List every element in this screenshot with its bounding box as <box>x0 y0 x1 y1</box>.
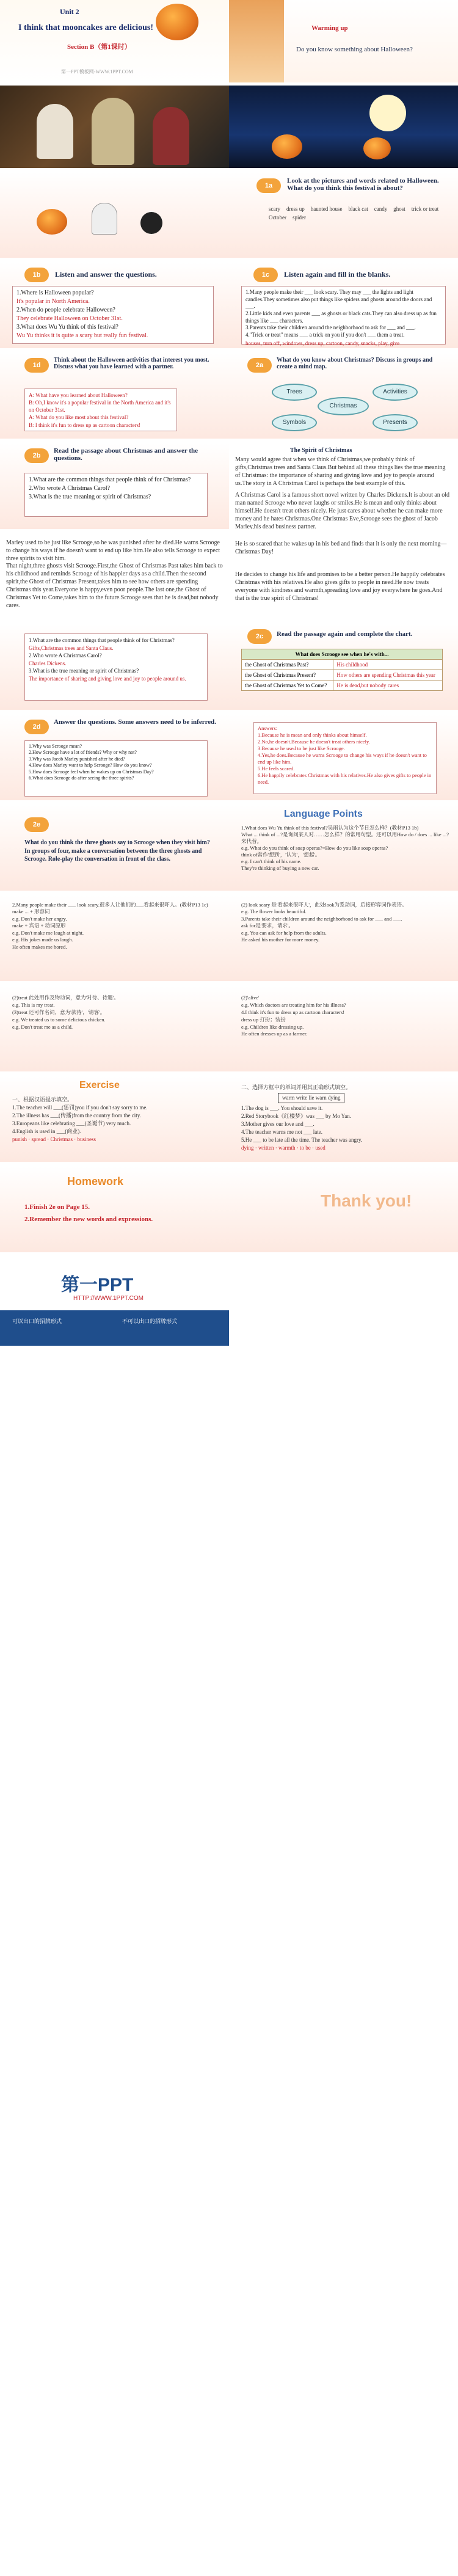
slide-1d <box>0 353 229 439</box>
costume-figure-2 <box>92 98 134 165</box>
badge-2e: 2e <box>24 817 49 832</box>
exercise-line: 4.English is used in ___(商业). <box>12 1128 81 1135</box>
answer: spread <box>31 1136 46 1143</box>
slide-2e <box>0 805 229 891</box>
slide-halloween-night <box>229 86 458 168</box>
costume-figure-1 <box>37 104 73 159</box>
chart-q: the Ghost of Christmas Present? <box>242 670 333 680</box>
passage-heading: The Spirit of Christmas <box>290 447 352 454</box>
unit-label: Unit 2 <box>60 7 79 16</box>
badge-1d: 1d <box>24 358 49 373</box>
slide-exercise-2 <box>229 1076 458 1162</box>
title-2c: Read the passage again and complete the chart. <box>277 630 413 638</box>
note-line: He often dresses up as a farmer. <box>241 1031 308 1037</box>
word-list <box>269 206 446 221</box>
chart-q: the Ghost of Christmas Past? <box>242 660 333 670</box>
note-line: What ... think of ...?是询问某人对……怎么样？的常用句型。还可以用How do / does ... like ...?来代替。 <box>241 831 449 845</box>
answer: Wu Yu thinks it is quite a scary but really fun festival. <box>16 332 148 339</box>
brand-footer-right: 不可以出口的招牌形式 <box>122 1318 178 1324</box>
node-presents: Presents <box>373 414 418 431</box>
slide-notes-1 <box>0 896 229 981</box>
blank-line: 4."Trick or treat" means ___ a trick on you if you don't ___ them a treat. <box>245 332 405 338</box>
answer: cartoon <box>325 340 343 346</box>
thank-you-text: Thank you! <box>321 1191 412 1210</box>
note-line: He often makes me bored. <box>12 943 67 950</box>
exercise-line: 2.Red Storybook《红楼梦》was ___ by Mo Yan. <box>241 1113 352 1120</box>
chart-a: How others are spending Christmas this year <box>333 670 443 680</box>
answer: They celebrate Halloween on October 31st. <box>16 315 123 322</box>
brand-url: HTTP://WWW.1PPT.COM <box>73 1295 144 1302</box>
note-line: e.g. Which doctors are treating him for his illness? <box>241 1001 346 1008</box>
question: 3.Why was Jacob Marley punished after he died? <box>29 756 125 762</box>
node-symbols: Symbols <box>272 414 317 431</box>
slide-2a <box>229 353 458 439</box>
note-line: They're thinking of buying a new car. <box>241 865 319 872</box>
note-line: e.g. Don't treat me as a child. <box>12 1023 73 1030</box>
question: 3.What is the true meaning or spirit of Christmas? <box>29 494 151 500</box>
note-line: e.g. What do you think of soap operas?=How do you like soap operas? <box>241 845 388 852</box>
answer: houses <box>245 340 261 346</box>
slide-notes-2 <box>229 896 458 981</box>
answer: Charles Dickens. <box>29 660 67 666</box>
slide-passage-2 <box>0 534 229 619</box>
answer: to be <box>300 1145 311 1151</box>
exercise-heading: Exercise <box>79 1080 120 1090</box>
word-box: warm write lie warn dying <box>278 1093 344 1103</box>
badge-1a: 1a <box>256 178 281 193</box>
slide-notes-3 <box>0 986 229 1071</box>
dialog-line: A: What do you like most about this festival? <box>29 414 129 421</box>
questions-2d <box>24 740 208 797</box>
questions-2b <box>24 473 208 517</box>
language-heading: Language Points <box>284 809 363 819</box>
slide-passage-3 <box>229 534 458 619</box>
note-line: e.g. The flower looks beautiful. <box>241 908 307 915</box>
instruction-1a: Look at the pictures and words related to Halloween. What do you think this festival is about? <box>287 177 439 192</box>
dialog-line: B: I think it's fun to dress up as cartoon characters! <box>29 421 141 428</box>
answers-heading: Answers: <box>258 725 278 731</box>
question: 3.What does Wu Yu think of this festival? <box>16 324 118 330</box>
question: 1.What are the common things that people think of for Christmas? <box>29 637 175 643</box>
word: candy <box>374 206 388 212</box>
exercise-line: 一、根据汉语提示填空。 <box>12 1096 73 1103</box>
answer: The importance of sharing and giving love and joy to people around us. <box>29 675 186 682</box>
answer: play <box>378 340 388 346</box>
word: dress up <box>286 206 305 212</box>
answer: written <box>258 1145 274 1151</box>
note-line: 3.Parents take their children around the neighborhood to ask for ___ and ___. <box>241 915 402 922</box>
note-line: 1.What does Wu Yu think of this festival?吴雨认为这个节日怎么样？(教材P13 1b) <box>241 825 419 831</box>
question: 5.How does Scrooge feel when he wakes up on Christmas Day? <box>29 768 154 775</box>
slide-notes-4 <box>229 986 458 1071</box>
note-line: e.g. We treated us to some delicious chicken. <box>12 1016 106 1023</box>
passage-p1: Many would agree that when we think of Christmas,we probably think of gifts,Christmas trees and Santa Claus.But behind all these things lies the true meaning of Christmas: the importance of sharing and giving love and joy to people around us.The story in A Christmas Carol is perhaps the best example of this. <box>235 456 446 487</box>
note-line: e.g. This is my treat. <box>12 1001 55 1008</box>
passage-p5: He is so scared that he wakes up in his bed and finds that it is only the next morning—Christmas Day! <box>235 541 447 555</box>
slide-homework <box>0 1167 229 1252</box>
homework-line-2: 2.Remember the new words and expressions. <box>24 1216 153 1223</box>
brand-logo: 第一PPT <box>61 1275 134 1295</box>
slide-1a <box>0 172 458 258</box>
answer: Christmas <box>50 1136 73 1143</box>
answer: candy <box>345 340 358 346</box>
pumpkin-left <box>272 134 302 159</box>
answer: dress up <box>305 340 324 346</box>
exercise2-lines <box>241 1084 449 1152</box>
badge-2c: 2c <box>247 629 272 644</box>
homework-heading: Homework <box>67 1175 124 1188</box>
exercise-line: 3.Europeans like celebrating ___(圣诞节) very much. <box>12 1120 131 1127</box>
language-notes <box>241 825 449 872</box>
note-line: (2) look scary 是'看起来很吓人'，此处look为系动词，后接形容词作表语。 <box>241 902 407 908</box>
slide-2d-answers <box>229 715 458 800</box>
word: October <box>269 214 286 221</box>
chart-2c <box>241 649 443 691</box>
questions-1b <box>12 286 214 344</box>
slide-thank-you <box>229 1167 458 1252</box>
title-1d: Think about the Halloween activities that interest you most. Discuss what you have learned with a partner. <box>54 357 209 370</box>
slide-1c <box>229 263 458 348</box>
halloween-icons <box>24 184 220 246</box>
answer: It's popular in North America. <box>16 298 90 305</box>
badge-2a: 2a <box>247 358 272 373</box>
slide-2b-answers <box>0 624 229 710</box>
note-line: e.g. His jokes made us laugh. <box>12 936 73 943</box>
question: 1.Where is Halloween popular? <box>16 290 94 296</box>
chart-a: His childhood <box>333 660 443 670</box>
slide-2c <box>229 624 458 710</box>
slide-language-points <box>229 805 458 891</box>
exercise-line: 1.The teacher will ___(惩罚)you if you don't say sorry to me. <box>12 1104 148 1111</box>
answer: used <box>315 1145 325 1151</box>
word: black cat <box>348 206 368 212</box>
answer: give <box>390 340 400 346</box>
exercise-line: 2.The illness has ___(传播)from the country from the city. <box>12 1112 141 1119</box>
word: scary <box>269 206 280 212</box>
exercise-line: 1.The dog is ___. You should save it. <box>241 1105 323 1112</box>
pumpkin-icon <box>37 209 67 235</box>
passage-p3: Marley used to be just like Scrooge,so he was punished after he died.He warns Scrooge to change his ways if he doesn't want to end up like him.He also tells Scrooge to expect three spirits to visit him. <box>6 539 220 562</box>
note-line: (2)'alive' <box>241 994 260 1001</box>
question: 4.How does Marley want to help Scrooge? How do you know? <box>29 762 152 768</box>
exercise2-answers: dying · written · warmth · to be · used <box>241 1145 325 1151</box>
blank-line: 2.Little kids and even parents ___ as ghosts or black cats.They can also dress up as fun things like ___ characters. <box>245 310 437 324</box>
slide-2b <box>0 443 229 529</box>
blanks-1c <box>241 286 446 345</box>
notes-2 <box>241 902 449 944</box>
word: trick or treat <box>411 206 439 212</box>
decor-strip <box>229 0 284 82</box>
watermark: 第一PPT模板网-WWW.1PPT.COM <box>61 69 133 75</box>
answer: 2.No,he doesn't.Because he doesn't treat others nicely. <box>258 739 370 745</box>
lesson-title: I think that mooncakes are delicious! <box>18 23 154 32</box>
question: 2.Who wrote A Christmas Carol? <box>29 485 111 492</box>
answer: windows <box>282 340 303 346</box>
blank-line: 3.Parents take their children around the neighborhood to ask for ___ and ___. <box>245 324 416 331</box>
word: haunted house <box>310 206 343 212</box>
title-2a: What do you know about Christmas? Discuss in groups and create a mind map. <box>277 357 433 370</box>
passage-p4: That night,three ghosts visit Scrooge.First,the Ghost of Christmas Past takes him back to his childhood and reminds Scrooge of his happier days as a child.Then the second spirit,the Ghost of Christmas Present,takes him to see how others are spending Christmas this year.Everyone is happy,even poor people.The last one,the Ghost of Christmas Yet to Come,takes him to the future.Scrooge sees that he is dead,but nobody cares. <box>6 563 223 609</box>
notes-3 <box>12 994 220 1031</box>
blank-area <box>0 1350 458 2576</box>
answers-2d <box>253 722 437 794</box>
answer: 4.Yes,he does.Because he warns Scrooge to change his ways if he doesn't want to end up like him. <box>258 752 427 765</box>
slide-passage-1 <box>229 443 458 529</box>
answers-1c: houses, turn off, windows, dress up, cartoon, candy, snacks, play, give <box>245 340 400 346</box>
question: 6.What does Scrooge do after seeing the three spirits? <box>29 775 134 781</box>
blank-line: 1.Many people make their ___ look scary. They may ___ the lights and light candles.They sometimes also put things like spiders and ghosts around the doors and ___. <box>245 289 432 310</box>
title-2b: Read the passage about Christmas and answer the questions. <box>54 447 198 462</box>
note-line: e.g. Don't make her angry. <box>12 915 67 922</box>
exercise-lines <box>12 1096 220 1144</box>
note-line: (2)treat 此处用作及物动词，意为'对待、待遇'。 <box>12 994 119 1001</box>
exercise-line: 二、选择方框中的单词并用其正确形式填空。 <box>241 1084 352 1090</box>
title-2d: Answer the questions. Some answers need to be inferred. <box>54 718 217 726</box>
pumpkin-right <box>363 137 391 159</box>
note-line: (3)treat 还可作名词，意为'款待'，'请客'。 <box>12 1009 106 1015</box>
note-line: He asked his mother for more money. <box>241 936 320 943</box>
word: spider <box>293 214 306 221</box>
node-activities: Activities <box>373 384 418 401</box>
answer: 3.Because he used to be just like Scrooge. <box>258 745 345 752</box>
slide-title <box>0 0 229 82</box>
passage-p6: He decides to change his life and promises to be a better person.He happily celebrates Christmas with his relatives.He also gives gifts to people in need.He now treats everyone with kindness and warmth,spreading love and joy everywhere he goes.And that is the true spirit of Christmas! <box>235 571 445 602</box>
badge-2d: 2d <box>24 720 49 734</box>
note-line: think of常作'想到'，'认为'，'想起'。 <box>241 852 321 858</box>
slide-exercise-1 <box>0 1076 229 1162</box>
brand-footer-left: 可以出口的招牌形式 <box>12 1318 62 1324</box>
warming-question: Do you know something about Halloween? <box>296 46 413 53</box>
slide-2d <box>0 715 229 800</box>
black-cat-icon <box>140 212 162 234</box>
slide-brand <box>0 1257 229 1346</box>
title-1c: Listen again and fill in the blanks. <box>284 270 391 279</box>
chart-header: What does Scrooge see when he's with... <box>242 649 443 660</box>
mooncake-photo <box>156 4 198 40</box>
ghost-icon <box>92 203 117 235</box>
word: ghost <box>393 206 405 212</box>
node-trees: Trees <box>272 384 317 401</box>
question: 2.Who wrote A Christmas Carol? <box>29 652 102 659</box>
question: 1.What are the common things that people think of for Christmas? <box>29 476 191 483</box>
exercise-answers: punish · spread · Christmas · business <box>12 1136 96 1143</box>
chart-a: He is dead,but nobody cares <box>333 680 443 691</box>
answer: warmth <box>278 1145 296 1151</box>
answers-2b <box>24 633 208 701</box>
note-line: 4.I think it's fun to dress up as cartoon characters! <box>241 1009 345 1015</box>
moon <box>369 95 406 131</box>
section-label: Section B（第1课时） <box>67 43 131 51</box>
slide-costume-photo <box>0 86 229 168</box>
answer: 1.Because he is mean and only thinks about himself. <box>258 732 367 739</box>
note-line: e.g. Don't make me laugh at night. <box>12 929 84 936</box>
answer: dying <box>241 1145 254 1151</box>
note-line: make + 宾语 + 动词原形 <box>12 922 66 929</box>
note-line: 2.Many people make their ___ look scary.很多人让他们的___看起来很吓人。(教材P13 1c) <box>12 902 208 908</box>
question: 3.What is the true meaning or spirit of Christmas? <box>29 668 139 674</box>
note-line: dress up 打扮；装扮 <box>241 1016 286 1023</box>
note-line: e.g. You can ask for help from the adults. <box>241 929 327 936</box>
slide-warming-up <box>229 0 458 82</box>
note-line: make ... + 形容词 <box>12 908 50 915</box>
answer: Gifts,Christmas trees and Santa Claus. <box>29 644 114 651</box>
question: 2.When do people celebrate Halloween? <box>16 307 115 313</box>
notes-1 <box>12 902 220 950</box>
homework-line-1: 1.Finish 2e on Page 15. <box>24 1203 90 1211</box>
passage-p2: A Christmas Carol is a famous short novel written by Charles Dickens.It is about an old man named Scrooge who never laughs or smiles.He is mean and only thinks about himself.He doesn't treat others nicely. He just cares about whether he can make more money and he hates Christmas.One Christmas Eve,Scrooge sees the ghost of Jacob Marley,his dead business partner. <box>235 492 450 529</box>
dialog-1d <box>24 389 177 431</box>
question: 2.How Scrooge have a lot of friends? Why or why not? <box>29 750 137 756</box>
answer: 5.He feels scared. <box>258 765 295 772</box>
answer: snacks <box>360 340 376 346</box>
answer: business <box>77 1136 96 1143</box>
warming-heading: Warming up <box>311 24 348 32</box>
title-2e: What do you think the three ghosts say to Scrooge when they visit him? In groups of four, make a conversation between the three ghosts and Scrooge. Role-play the conversation in front of the class. <box>24 839 210 863</box>
dialog-line: A: What have you learned about Halloween? <box>29 392 128 398</box>
notes-4 <box>241 994 449 1038</box>
answer: 6.He happily celebrates Christmas with his relatives.He also gives gifts to people in need. <box>258 772 432 786</box>
note-line: e.g. Children like dressing up. <box>241 1023 304 1030</box>
exercise-line: 4.The teacher warns me not ___ late. <box>241 1129 322 1136</box>
costume-figure-3 <box>153 107 189 165</box>
note-line: ask for是'要求，请求'。 <box>241 922 294 929</box>
answer: punish <box>12 1136 27 1143</box>
title-1b: Listen and answer the questions. <box>55 270 157 279</box>
badge-1c: 1c <box>253 268 278 282</box>
answer: turn off <box>263 340 280 346</box>
exercise-line: 5.He ___ to be late all the time. The teacher was angry. <box>241 1137 363 1144</box>
question: 1.Why was Scrooge mean? <box>29 743 82 749</box>
chart-q: the Ghost of Christmas Yet to Come? <box>242 680 333 691</box>
dialog-line: B: Oh,I know it's a popular festival in the North America and it's on October 31st. <box>29 400 171 414</box>
node-christmas: Christmas <box>318 397 369 415</box>
exercise-line: 3.Mother gives our love and ___. <box>241 1121 314 1128</box>
badge-1b: 1b <box>24 268 49 282</box>
badge-2b: 2b <box>24 448 49 463</box>
note-line: e.g. I can't think of his name. <box>241 858 302 865</box>
slide-1b <box>0 263 229 348</box>
